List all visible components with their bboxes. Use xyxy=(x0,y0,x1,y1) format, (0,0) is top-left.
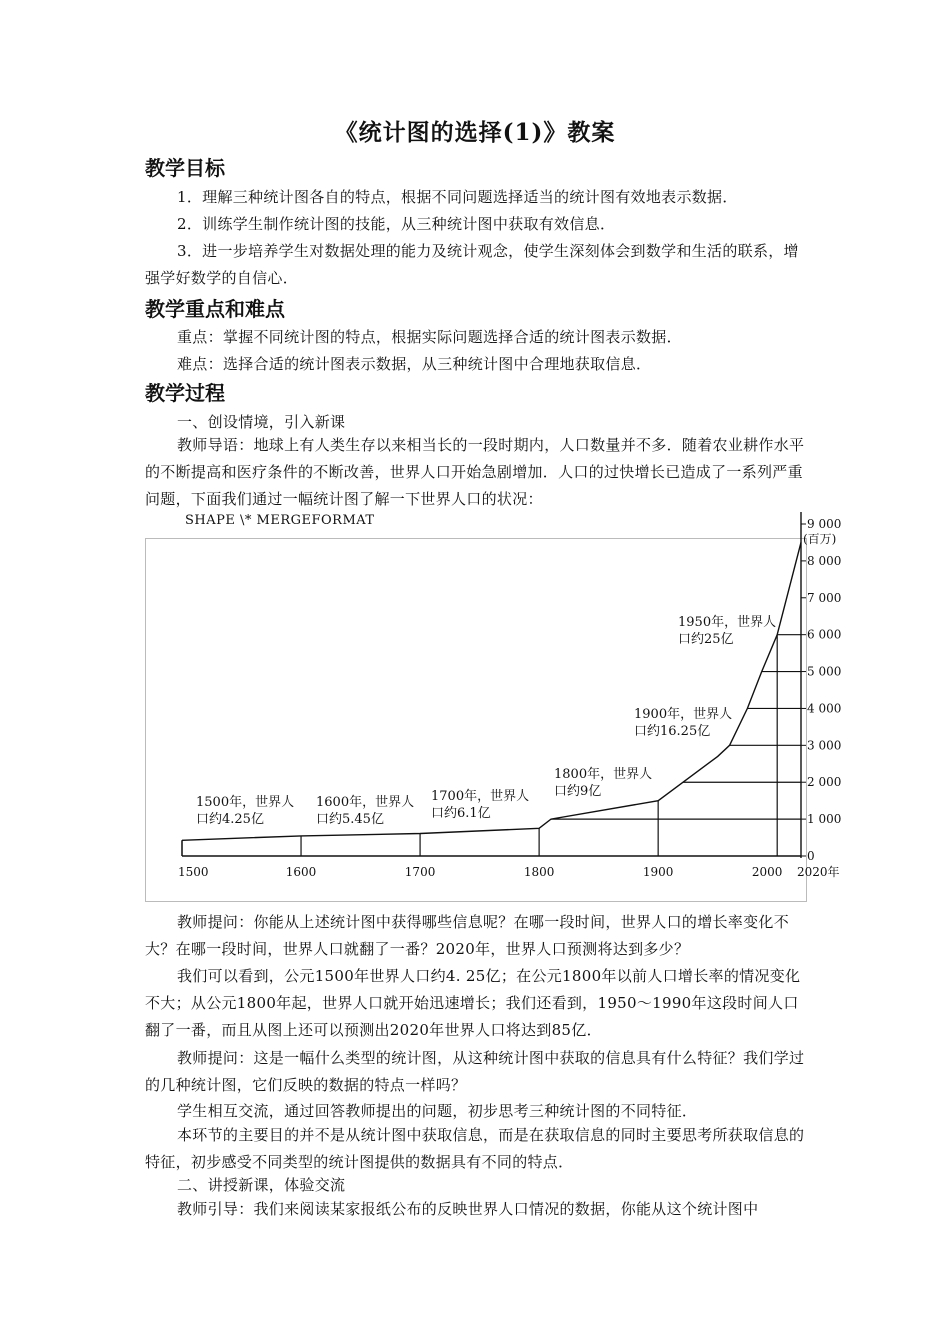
chart-grid xyxy=(182,635,801,856)
y-tick-label: 9 000 xyxy=(807,517,842,531)
population-chart xyxy=(0,500,950,900)
annotation-1500: 口约4.25亿 xyxy=(196,812,264,827)
process-step-2: 二、讲授新课，体验交流 xyxy=(177,1176,346,1194)
y-tick-label: 6 000 xyxy=(807,627,842,642)
y-tick-label: 4 000 xyxy=(807,701,842,716)
y-tick-label: 7 000 xyxy=(807,590,842,605)
x-tick-label: 2020年 xyxy=(797,865,840,879)
annotation-1600: 口约5.45亿 xyxy=(316,812,384,827)
chart-labels xyxy=(178,517,841,879)
teacher-question-2: 教师提问：这是一幅什么类型的统计图，从这种统计图中获取的信息具有什么特征？我们学过的几种统计图，它们反映的数据的特点一样吗？ xyxy=(145,1049,805,1094)
x-tick-label: 1600 xyxy=(285,865,317,879)
shape-field-code: SHAPE \* MERGEFORMAT xyxy=(185,513,375,528)
section-purpose: 本环节的主要目的并不是从统计图中获取信息，而是在获取信息的同时主要思考所获取信息的特征，初步感受不同类型的统计图提供的数据具有不同的特点． xyxy=(145,1126,805,1171)
page-title: 《统计图的选择(1)》教案 xyxy=(334,119,616,146)
teacher-guide: 教师引导：我们来阅读某家报纸公布的反映世界人口情况的数据，你能从这个统计图中 xyxy=(177,1200,759,1218)
x-tick-label: 1800 xyxy=(523,865,555,879)
goal-1: 1．理解三种统计图各自的特点，根据不同问题选择适当的统计图有效地表示数据． xyxy=(177,188,738,206)
annotation-1800: 口约9亿 xyxy=(554,784,602,799)
goal-3: 3．进一步培养学生对数据处理的能力及统计观念，使学生深刻体会到数学和生活的联系，增强学好数学的自信心． xyxy=(145,242,799,287)
y-tick-label: 2 000 xyxy=(807,775,842,790)
teacher-intro: 教师导语：地球上有人类生存以来相当长的一段时期内，人口数量并不多．随着农业耕作水平的不断提高和医疗条件的不断改善，世界人口开始急剧增加．人口的过快增长已造成了一系列严重问题，下面我们通过一幅统计图了解一下世界人口的状况： xyxy=(145,436,805,508)
annotation-1700: 口约6.1亿 xyxy=(431,806,491,821)
y-tick-label: 0 xyxy=(807,849,815,863)
annotation-1600: 1600年，世界人 xyxy=(316,795,415,810)
y-tick-label: 8 000 xyxy=(807,553,842,568)
y-tick-label: 3 000 xyxy=(807,738,842,753)
goals-heading: 教学目标 xyxy=(145,156,225,180)
x-tick-label: 1900 xyxy=(642,865,674,879)
explanation-paragraph: 我们可以看到，公元1500年世界人口约4. 25亿；在公元1800年以前人口增长率的情况变化不大；从公元1800年起，世界人口就开始迅速增长；我们还看到，1950～1990年这段时间人口翻了一番，而且从图上还可以预测出2020年世界人口将达到85亿． xyxy=(145,967,801,1039)
x-tick-label: 2000 xyxy=(751,865,783,879)
annotation-1700: 1700年，世界人 xyxy=(431,789,530,804)
goal-2: 2．训练学生制作统计图的技能，从三种统计图中获取有效信息． xyxy=(177,215,616,233)
annotation-1500: 1500年，世界人 xyxy=(196,795,295,810)
process-step-1: 一、创设情境，引入新课 xyxy=(177,413,346,431)
annotation-1950: 口约25亿 xyxy=(678,632,734,647)
annotation-1950: 1950年，世界人 xyxy=(678,615,777,630)
y-tick-label: 5 000 xyxy=(807,664,842,679)
key-heading: 教学重点和难点 xyxy=(145,297,285,321)
annotation-1900: 口约16.25亿 xyxy=(634,724,711,739)
annotation-1800: 1800年，世界人 xyxy=(554,767,653,782)
y-tick-label: 1 000 xyxy=(807,812,842,827)
annotation-1900: 1900年，世界人 xyxy=(634,707,733,722)
student-exchange: 学生相互交流，通过回答教师提出的问题，初步思考三种统计图的不同特征． xyxy=(177,1102,698,1120)
x-tick-label: 1700 xyxy=(404,865,436,879)
x-tick-label: 1500 xyxy=(178,865,209,879)
key-point-2: 难点：选择合适的统计图表示数据，从三种统计图中合理地获取信息． xyxy=(177,355,652,373)
process-heading: 教学过程 xyxy=(145,381,225,405)
y-unit-label: (百万) xyxy=(803,532,837,546)
teacher-question-1: 教师提问：你能从上述统计图中获得哪些信息呢？在哪一段时间，世界人口的增长率变化不大？在哪一段时间，世界人口就翻了一番？2020年，世界人口预测将达到多少？ xyxy=(145,913,790,958)
key-point-1: 重点：掌握不同统计图的特点，根据实际问题选择合适的统计图表示数据． xyxy=(177,328,682,346)
